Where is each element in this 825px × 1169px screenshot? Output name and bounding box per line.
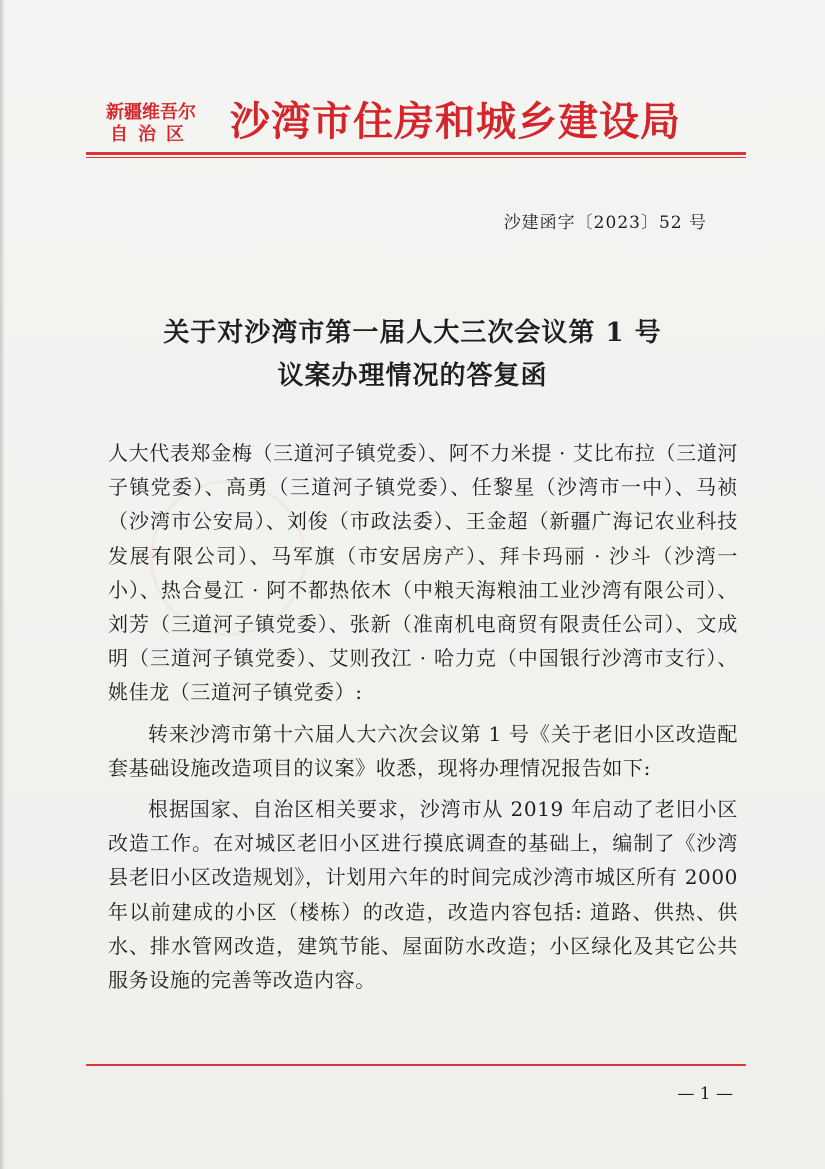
region-line-1: 新疆维吾尔 [106,102,196,123]
body-paragraph-2: 根据国家、自治区相关要求，沙湾市从 2019 年启动了老旧小区改造工作。在对城区老旧小区进行摸底调查的基础上，编制了《沙湾县老旧小区改造规划》，计划用六年的时间完成沙湾市城区所有 2000 年以前建成的小区（楼栋）的改造，改造内容包括: 道路、供热、供水、排水管网改造，建筑节能、屋面防水改造；小区绿化及其它公共服务设施的完善等改造内容。 [108,797,738,993]
letterhead-region [106,102,214,146]
letter-body [108,436,738,997]
page-number: — 1 — [677,1084,733,1104]
letterhead-red-rule [86,152,746,155]
agency-name: 沙湾市住房和城乡建设局 [230,98,681,145]
footer-red-rule [86,1064,746,1066]
title-line-1: 关于对沙湾市第一届人大三次会议第 1 号 [163,318,662,348]
title-line-2: 议案办理情况的答复函 [277,361,548,391]
scan-edge-shadow [0,0,5,1169]
letterhead [92,96,742,156]
body-paragraph-1: 转来沙湾市第十六届人大六次会议第 1 号《关于老旧小区改造配套基础设施改造项目的议案》收悉，现将办理情况报告如下: [108,721,738,780]
document-number: 沙建函字〔2023〕52 号 [503,213,707,233]
letterhead-thin-rule [86,157,746,158]
addressees-paragraph: 人大代表郑金梅（三道河子镇党委）、阿不力米提 · 艾比布拉（三道河子镇党委）、高勇（三道河子镇党委）、任黎星（沙湾市一中）、马祯（沙湾市公安局）、刘俊（市政法委）、王金超（新疆广海记农业科技发展有限公司）、马军旗（市安居房产）、拜卡玛丽 · 沙斗（沙湾一小）、热合曼江 · 阿不都热依木（中粮天海粮油工业沙湾有限公司）、刘芳（三道河子镇党委）、张新（准南机电商贸有限责任公司）、文成明（三道河子镇党委）、艾则孜江 · 哈力克（中国银行沙湾市支行）、姚佳龙（三道河子镇党委）: [108,441,738,705]
region-line-2: 自治区 [110,124,194,145]
